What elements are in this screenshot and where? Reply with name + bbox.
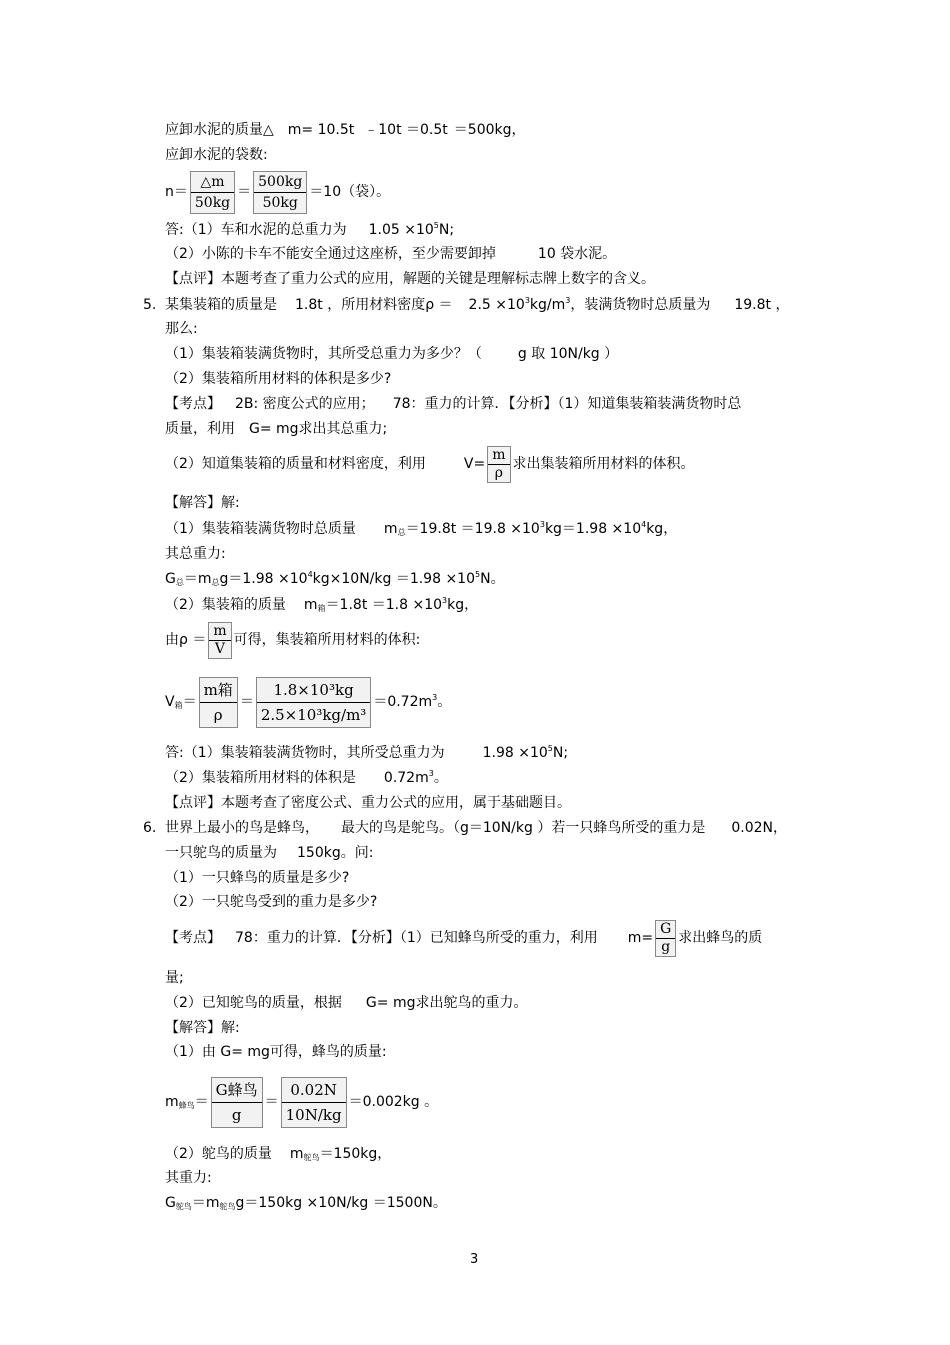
- superscript: 3: [565, 296, 571, 305]
- text: ，装满货物时总质量为: [570, 297, 711, 313]
- text: （2）知道集装箱的质量和材料密度，利用: [165, 456, 426, 472]
- formula-line: [165, 674, 451, 730]
- subscript: 总: [175, 578, 184, 587]
- fraction: [253, 171, 307, 214]
- text: ＝0.72m: [373, 694, 433, 710]
- formula-line: [165, 170, 390, 214]
- text: V: [165, 694, 175, 710]
- comment-line: 【点评】本题考查了密度公式、重力公式的应用，属于基础题目。: [165, 795, 571, 811]
- question-number: 5.: [143, 297, 157, 313]
- subscript: 鸵鸟: [175, 1202, 192, 1211]
- text: kg×10N/kg ＝1.98 ×10: [312, 571, 475, 587]
- text: 0.72m: [383, 770, 429, 786]
- text: ﹣10t ＝0.5t: [364, 122, 448, 138]
- text: 一只鸵鸟的质量为: [165, 845, 277, 861]
- subscript: 总: [211, 578, 220, 587]
- text: 某集装箱的质量是: [165, 297, 277, 313]
- text: ＝m: [183, 571, 212, 587]
- text: m: [289, 1146, 304, 1162]
- text: （2）已知鸵鸟的质量，根据: [165, 995, 342, 1011]
- analysis-line: [165, 444, 695, 484]
- denominator: V: [214, 640, 226, 657]
- text: 78：重力的计算．【分析】（1）知道集装箱装满货物时总: [392, 396, 742, 412]
- text-line: [165, 121, 526, 139]
- denominator: 10N/kg: [285, 1105, 342, 1124]
- question-text: （2）集装箱所用材料的体积是多少?: [165, 371, 392, 387]
- text: ＝: [194, 1094, 209, 1110]
- fraction: [487, 446, 510, 483]
- text: 答:（1）车和水泥的总重力为: [165, 222, 347, 238]
- solution-line: 【解答】解:: [165, 1020, 240, 1036]
- text: m: [303, 597, 318, 613]
- fraction: [208, 622, 231, 659]
- text: ＝10（袋）。: [309, 184, 391, 200]
- text: kg，: [447, 597, 479, 613]
- analysis-line: 量;: [165, 970, 184, 986]
- question-text: [165, 819, 787, 837]
- analysis-line: [165, 916, 762, 960]
- subscript: 鸵鸟: [303, 1153, 320, 1162]
- text: （2）集装箱所用材料的体积是: [165, 770, 356, 786]
- solution-line: 其总重力:: [165, 546, 226, 562]
- text: 1.05 ×10: [368, 222, 434, 238]
- superscript: 4: [641, 520, 647, 529]
- numerator: G蜂鸟: [212, 1078, 262, 1103]
- question-text: [165, 844, 373, 862]
- analysis-line: [165, 420, 387, 438]
- text: g 取 10N/kg ）: [517, 346, 619, 362]
- superscript: 3: [539, 520, 545, 529]
- solution-line: [165, 1145, 391, 1163]
- superscript: 5: [547, 744, 553, 753]
- text: 最大的鸟是鸵鸟。（g＝10N/kg ）若一只蜂鸟所受的重力是: [341, 820, 706, 836]
- text: 答:（1）集装箱装满货物时，其所受总重力为: [165, 745, 445, 761]
- superscript: 3: [442, 596, 448, 605]
- denominator: ρ: [494, 464, 503, 481]
- denominator: 50kg: [262, 194, 298, 211]
- page-number: 3: [470, 1252, 479, 1267]
- fraction: [190, 171, 235, 214]
- text: 19.8t ，: [734, 297, 790, 313]
- solution-line: （1）由 G= mg可得，蜂鸟的质量:: [165, 1044, 387, 1060]
- subscript: 箱: [174, 701, 183, 710]
- text: 。: [437, 694, 452, 710]
- answer-line: [165, 769, 448, 787]
- question-number: 6.: [143, 820, 157, 836]
- fraction: [281, 1077, 347, 1128]
- text: N;: [438, 222, 455, 238]
- analysis-line: [165, 395, 741, 413]
- question-text: [165, 296, 789, 314]
- comment-line: 【点评】本题考查了重力公式的应用，解题的关键是理解标志牌上数字的含义。: [165, 271, 655, 287]
- answer-line: [165, 245, 616, 263]
- text: ＝500kg，: [453, 122, 526, 138]
- text: m: [383, 521, 398, 537]
- text: n＝: [165, 184, 188, 200]
- text: 0.02N，: [731, 820, 787, 836]
- text: g＝1.98 ×10: [219, 571, 308, 587]
- text: （1）集装箱装满货物时，其所受总重力为多少？（: [165, 346, 482, 362]
- denominator: 2.5×10³kg/m³: [260, 705, 367, 724]
- text: G= mg求出其总重力;: [249, 421, 388, 437]
- text: V=: [463, 456, 486, 472]
- text: ＝150kg，: [319, 1146, 392, 1162]
- superscript: 5: [475, 570, 481, 579]
- solution-line: 其重力:: [165, 1170, 212, 1186]
- text: 2B: 密度公式的应用；: [235, 396, 375, 412]
- denominator: 50kg: [194, 194, 231, 211]
- text: G: [165, 1195, 176, 1211]
- superscript: 3: [428, 769, 434, 778]
- text: G: [165, 571, 176, 587]
- superscript: 3: [524, 296, 530, 305]
- answer-line: [165, 221, 454, 239]
- text: 1.8t ，所用材料密度ρ ＝: [295, 297, 453, 313]
- solution-line: [165, 570, 505, 588]
- denominator: g: [231, 1105, 242, 1124]
- analysis-line: [165, 994, 527, 1012]
- text: ＝: [239, 694, 254, 710]
- text: 10 袋水泥。: [537, 246, 617, 262]
- text: 可得，集装箱所用材料的体积:: [233, 632, 421, 648]
- text: N;: [552, 745, 569, 761]
- fraction: [256, 677, 372, 728]
- text: 求出蜂鸟的质: [678, 930, 763, 946]
- text-line: 应卸水泥的袋数:: [165, 147, 268, 163]
- text: ＝19.8t ＝19.8 ×10: [405, 521, 540, 537]
- denominator: g: [661, 938, 671, 955]
- text: ＝: [182, 694, 197, 710]
- superscript: 4: [307, 570, 313, 579]
- question-text: （2）一只鸵鸟受到的重力是多少?: [165, 894, 378, 910]
- subscript: 蜂鸟: [178, 1101, 195, 1110]
- solution-line: [165, 1194, 447, 1212]
- text: ＝0.002kg 。: [348, 1094, 439, 1110]
- solution-line: [165, 520, 677, 538]
- formula-line: [165, 1076, 438, 1128]
- text: 世界上最小的鸟是蜂鸟，: [165, 820, 319, 836]
- numerator: △m: [191, 172, 234, 193]
- numerator: 500kg: [254, 172, 306, 193]
- text: （2）鸵鸟的质量: [165, 1146, 272, 1162]
- text: ＝m: [191, 1195, 220, 1211]
- text: （1）集装箱装满货物时总质量: [165, 521, 356, 537]
- text: kg，: [646, 521, 678, 537]
- text: G= mg求出鸵鸟的重力。: [365, 995, 528, 1011]
- text: （2）集装箱的质量: [165, 597, 286, 613]
- subscript: 鸵鸟: [219, 1202, 236, 1211]
- text: 78：重力的计算．【分析】（1）已知蜂鸟所受的重力，利用: [235, 930, 598, 946]
- text: 。: [433, 770, 448, 786]
- text: （2）小陈的卡车不能安全通过这座桥，至少需要卸掉: [165, 246, 496, 262]
- question-text: [165, 345, 618, 363]
- numerator: 0.02N: [282, 1078, 346, 1103]
- question-text: 那么:: [165, 321, 198, 337]
- text: kg＝1.98 ×10: [544, 521, 642, 537]
- solution-line: [165, 596, 478, 614]
- text: 【考点】: [165, 930, 221, 946]
- text: N。: [480, 571, 505, 587]
- answer-line: [165, 744, 568, 762]
- question-text: （1）一只蜂鸟的质量是多少?: [165, 870, 350, 886]
- subscript: 总: [397, 528, 406, 537]
- numerator: 1.8×10³kg: [257, 678, 371, 703]
- text: 应卸水泥的质量△: [165, 122, 274, 138]
- text: 2.5 ×10: [468, 297, 525, 313]
- text: 由ρ ＝: [165, 632, 207, 648]
- numerator: m: [488, 447, 509, 465]
- text: kg/m: [529, 297, 566, 313]
- numerator: m: [209, 623, 230, 641]
- text: m: [165, 1094, 179, 1110]
- numerator: G: [656, 921, 675, 939]
- numerator: m箱: [200, 678, 237, 703]
- text: ＝: [264, 1094, 279, 1110]
- superscript: 5: [433, 221, 439, 230]
- text: g＝150kg ×10N/kg ＝1500N。: [235, 1195, 447, 1211]
- fraction: [211, 1077, 263, 1128]
- fraction: [655, 920, 676, 957]
- text: 求出集装箱所用材料的体积。: [512, 456, 695, 472]
- text: 质量，利用: [165, 421, 235, 437]
- superscript: 3: [432, 693, 438, 702]
- fraction: [199, 677, 238, 728]
- subscript: 箱: [317, 604, 326, 613]
- solution-line: [165, 618, 420, 662]
- text: 150kg。问:: [297, 845, 374, 861]
- text: m= 10.5t: [287, 122, 355, 138]
- text: ＝1.8t ＝1.8 ×10: [325, 597, 443, 613]
- text: ＝: [237, 184, 252, 200]
- text: m=: [627, 930, 654, 946]
- solution-line: 【解答】解:: [165, 495, 240, 511]
- denominator: ρ: [213, 705, 223, 724]
- text: 【考点】: [165, 396, 221, 412]
- text: 1.98 ×10: [482, 745, 548, 761]
